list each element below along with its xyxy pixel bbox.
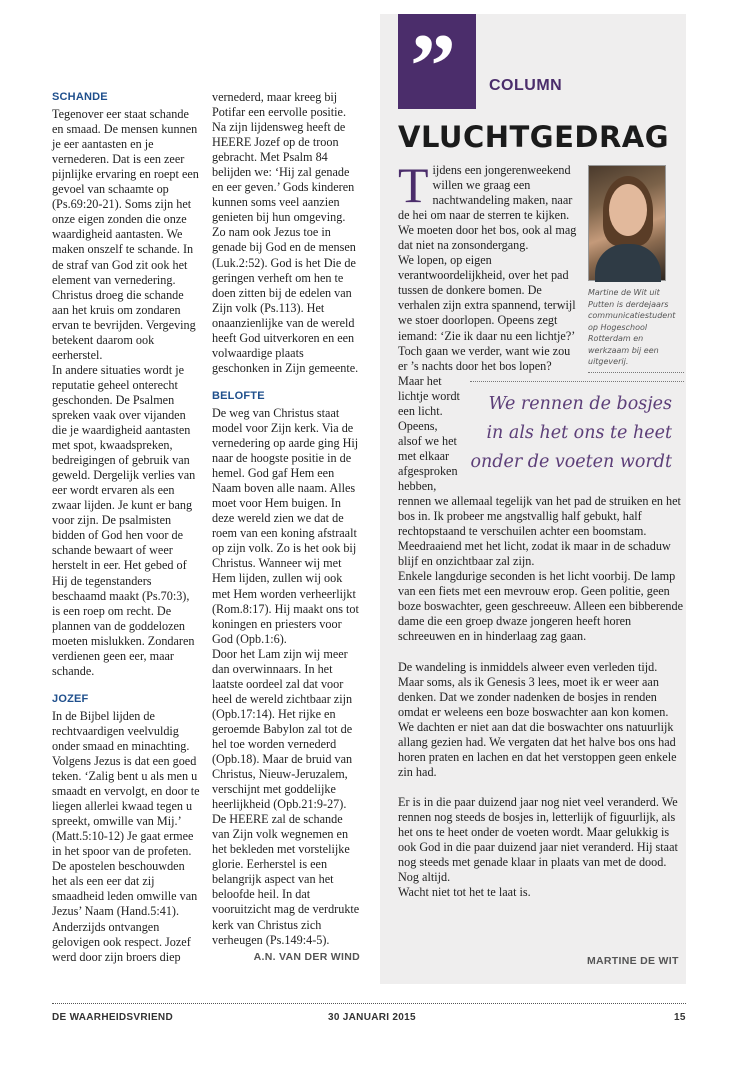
paragraph: Enkele langdurige seconden is het licht voorbij. De lamp van een fiets met een mevrouw erop. Geen politie, geen boze boswachter, geen geschreeuw. Alleen een bibberende dame die een groep dwaze jongeren heeft horen schreeuwen en in hinderlaag zag gaan. <box>398 569 683 644</box>
page-number: 15 <box>674 1012 686 1023</box>
pull-quote-block <box>470 381 684 477</box>
paragraph: De weg van Christus staat model voor Zijn kerk. Via de vernedering op aarde ging Hij naar de hoogste positie in de hemel. God gaf Hem een Naam boven alle naam. Alles moet voor Hem buigen. In deze wereld zien we dat de roem van een koning afstraalt op zijn volk. Zo is het ook bij Christus. Wanneer wij met Hem lijden, zullen wij ook met Hem worden verheerlijkt (Rom.8:17). Hij maakt ons tot koningen en priesters voor God (Opb.1:6). <box>212 405 359 646</box>
photo-caption: Martine de Wit uit Putten is derdejaars communicatiestudent op Hogeschool Rotterdam en werkzaam bij een uitgeverij. <box>588 287 684 373</box>
paragraph: Tegenover eer staat schande en smaad. De mensen kunnen je eer aantasten en je vernederen. Dat is een zeer pijnlijke ervaring en roept een gevoel van schaamte op (Ps.69:20-21). Soms zijn het onze eigen zonden die onze waardigheid aantasten. We maken onszelf te schande. In de straf van God zit ook het element van vernedering. Christus droeg die schande aan het kruis om zondaren ervan te bevrijden. Vergeving betekent daarom ook eerherstel. <box>52 107 199 362</box>
article-column-2 <box>212 90 360 965</box>
section-heading-jozef: JOZEF <box>52 692 89 705</box>
paragraph: Tijdens een jongerenweekend willen we graag een nachtwandeling maken, naar de hei om naar de sterren te kijken. We moeten door het bos, ook al mag dat niet na zonsondergang. <box>398 157 577 253</box>
paragraph: We rennen de bosjes in als het ons te heet onder de voeten wordt Maar het lichtje wordt een licht. Opeens, alsof we het met elkaar afgesproken hebben, rennen we allemaal tegelijk van het pad de struiken en het bos in. Ik probeer me angstvallig half gebukt, half rechtopstaand te verschuilen achter een boomstam. Meedraaiend met het licht, zodat ik maar in de schaduw blijf en onzichtbaar zal zijn. <box>398 374 684 570</box>
column-label: COLUMN <box>489 77 563 94</box>
author-signature: A.N. VAN DER WIND <box>253 950 360 963</box>
footer-divider <box>52 1003 686 1004</box>
column-body <box>398 157 684 900</box>
column-signature: MARTINE DE WIT <box>587 955 679 967</box>
footer-magazine-name: DE WAARHEIDSVRIEND <box>52 1012 173 1023</box>
pull-quote: We rennen de bosjes in als het ons te heet onder de voeten wordt <box>470 393 672 472</box>
paragraph: Wacht niet tot het te laat is. <box>398 885 531 900</box>
section-heading-schande: SCHANDE <box>52 91 108 103</box>
paragraph: vernederd, maar kreeg bij Potifar een eervolle positie. Na zijn lijdensweg heeft de HEERE Jozef op de troon gebracht. Met Psalm 84 belijden we: ‘Hij zal genade en eer geven.’ Gods kinderen kunnen soms veel aanzien genieten bij hun omgeving. Zo nam ook Jezus toe in genade bij God en de mensen (Luk.2:52). God is het Die de geringen verheft om hen te doen zitten bij de edelen van Zijn volk (Ps.113). Het onaanzienlijke van de wereld heeft God uitverkoren en een volwaardige plaats geschonken in Zijn gemeente. <box>212 90 359 375</box>
paragraph: De wandeling is inmiddels alweer even verleden tijd. Maar soms, als ik Genesis 3 lees, moet ik er weer aan denken. Dat we zonder nadenken de bosjes in renden omdat er weleens een boze boswachter aan kon komen. We dachten er niet aan dat die boswachter ons natuurlijk allang gezien had. We vergaten dat het halve bos ons had horen praten en lachen en dat het verstoppen geen enkele zin had. <box>398 659 677 779</box>
paragraph: Er is in die paar duizend jaar nog niet veel veranderd. We rennen nog steeds de bosjes in, letterlijk of figuurlijk, als het ons te heet onder de voeten wordt. Maar gelukkig is ook God in die paar duizend jaar niet veranderd. Hij staat nog steeds met genade klaar in plaats van met de dood. Nog altijd. <box>398 794 678 885</box>
footer-date: 30 JANUARI 2015 <box>328 1012 416 1023</box>
paragraph: Door het Lam zijn wij meer dan overwinnaars. In het laatste oordeel zal dat voor heel de wereld zichtbaar zijn (Opb.17:14). Het rijke en geroemde Babylon zal tot de hel toe worden vernederd (Opb.18). Maar de bruid van Christus, Nieuw-Jeruzalem, verschijnt met goddelijke heerlijkheid (Opb.21:9-27). De HEERE zal de schande van Zijn volk wegnemen en het bekleden met vorstelijke glorie. Eerherstel is een belangrijk aspect van het beloofde heil. In dat vooruitzicht mag de verdrukte kerk van Christus zich verheugen (Ps.149:4-5). <box>212 646 360 947</box>
paragraph: In de Bijbel lijden de rechtvaardigen veelvuldig onder smaad en minachting. Volgens Jezus is dat een goed teken. ‘Zalig bent u als men u smaadt en vervolgt, en door te liegen allerlei kwaad tegen u spreekt, omwille van Mij.’ (Matt.5:10-12) Je gaat ermee in het spoor van de profeten. De apostelen beschouwden het als een eer dat zij smaadheid leden omwille van Jezus’ Naam (Hand.5:41). <box>52 708 200 919</box>
quote-mark-icon: ” <box>410 15 456 117</box>
article-column-1 <box>52 90 200 965</box>
paragraph: Anderzijds ontvangen gelovigen ook respect. Jozef werd door zijn broers diep <box>52 919 191 964</box>
column-title: VLUCHTGEDRAG <box>398 120 670 154</box>
section-heading-belofte: BELOFTE <box>212 389 265 402</box>
drop-cap: T <box>398 157 429 213</box>
author-photo-block <box>588 165 684 373</box>
author-photo <box>588 165 666 281</box>
paragraph: We lopen, op eigen verantwoordelijkheid, over het pad tussen de donkere bomen. De verhalen zijn extra spannend, terwijl we stoer doorlopen. Opeens zegt iemand: ‘Zie ik daar nu een lichtje?’ Toch gaan we verder, want wie zou er ’s nachts door het bos lopen? <box>398 253 576 373</box>
paragraph: In andere situaties wordt je reputatie geheel onterecht geschonden. De Psalmen spreken vaak over vijanden die je waardigheid aantasten met spot, kwaadspreken, bedreigingen of gebruik van geweld. Dergelijk verlies van eer wordt ervaren als een zwaar lijden. Je kunt er bang voor zijn. De psalmisten bidden of God hen voor de schande bewaart of weer herstelt in eer. Het gebed of Hij de tegenstanders beschaamd maakt (Ps.70:3), is een roep om recht. De plannen van de goddelozen moeten mislukken. Zondaren verdienen geen eer, maar schande. <box>52 362 196 678</box>
quote-mark-block <box>398 14 476 117</box>
